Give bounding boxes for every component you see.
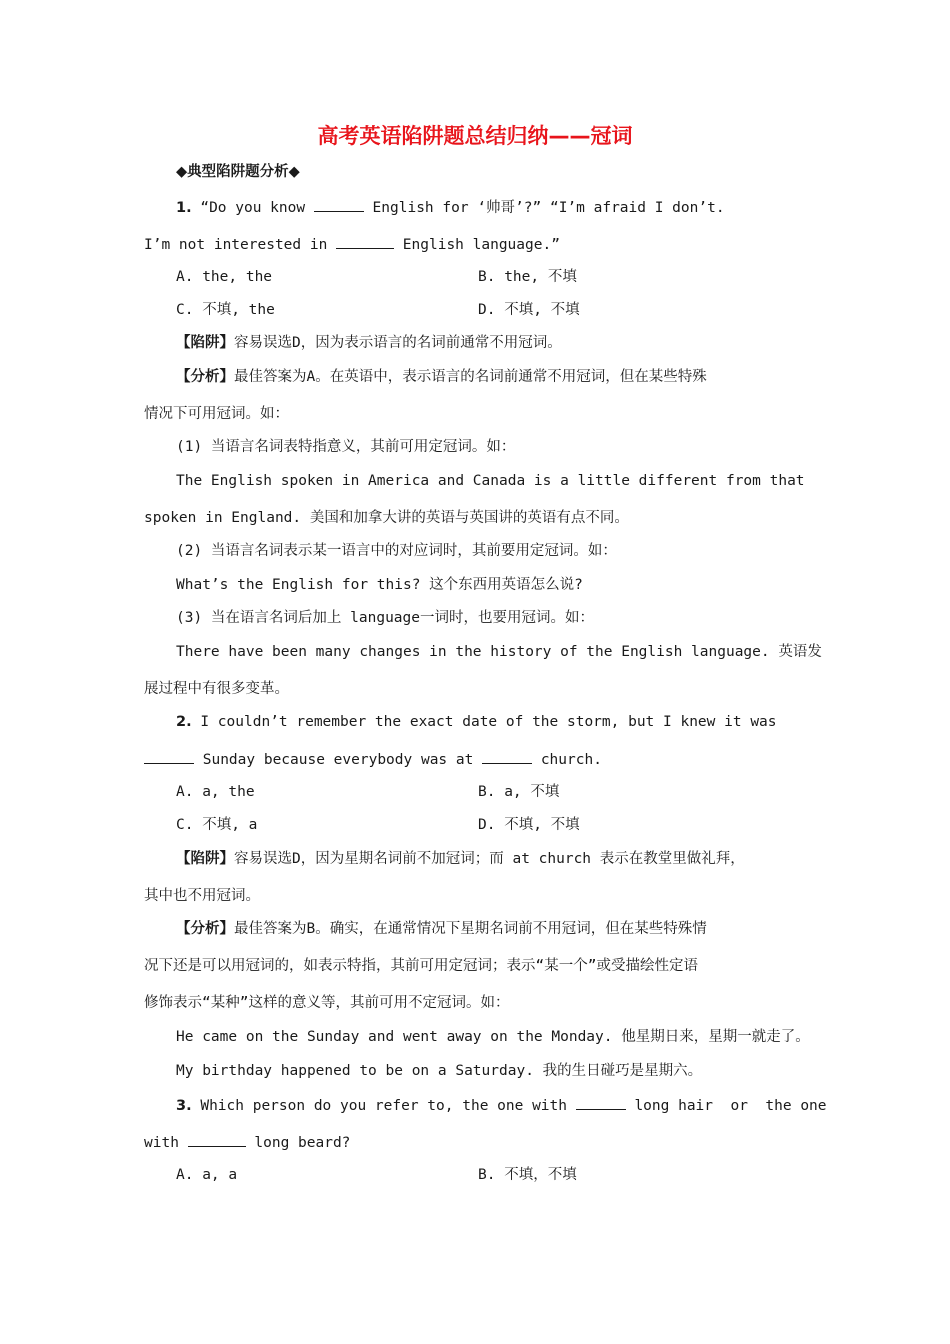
example-sentence: 展过程中有很多变革。 [144,681,289,697]
answer-blank [144,749,194,764]
rule-2: (2) 当语言名词表示某一语言中的对应词时，其前要用定冠词。如： [176,543,617,559]
answer-blank [336,234,394,249]
trap-note: 【陷阱】容易误选D，因为表示语言的名词前通常不用冠词。 [176,335,562,351]
example-sentence: spoken in England. 美国和加拿大讲的英语与英国讲的英语有点不同。 [144,510,629,526]
option-c: C. 不填, the [176,302,275,318]
example-sentence: The English spoken in America and Canada is a little different from that [176,473,805,489]
question-number: 2. [176,714,192,730]
document-title: 高考英语陷阱题总结归纳——冠词 [317,124,633,148]
section-heading: ◆典型陷阱题分析◆ [176,164,300,180]
option-b: B. the, 不填 [478,269,577,285]
example-sentence: There have been many changes in the history of the English language. 英语发 [176,644,822,660]
rule-1: (1) 当语言名词表特指意义，其前可用定冠词。如： [176,439,516,455]
question-3-line-2: with long beard? [144,1132,350,1153]
question-2-line-1: 2. I couldn’t remember the exact date of the storm, but I knew it was [176,714,777,730]
answer-blank [188,1132,246,1147]
option-a: A. the, the [176,269,273,285]
example-sentence: He came on the Sunday and went away on the Monday. 他星期日来，星期一就走了。 [176,1029,810,1045]
option-b: B. 不填，不填 [478,1167,577,1183]
option-a: A. a, a [176,1167,238,1183]
option-b: B. a, 不填 [478,784,560,800]
option-c: C. 不填, a [176,817,258,833]
trap-note: 【陷阱】容易误选D，因为星期名词前不加冠词；而 at church 表示在教堂里做礼拜， [176,851,745,867]
analysis-continuation: 情况下可用冠词。如： [144,406,289,422]
analysis-continuation: 况下还是可以用冠词的，如表示特指，其前可用定冠词；表示“某一个”或受描绘性定语 [144,958,698,974]
option-d: D. 不填, 不填 [478,817,580,833]
option-d: D. 不填, 不填 [478,302,580,318]
question-1-line-1: 1. “Do you know English for ‘帅哥’?” “I’m afraid I don’t. [176,197,725,218]
question-3-line-1: 3. Which person do you refer to, the one with long hair or the one [176,1095,827,1116]
analysis-note: 【分析】最佳答案为A。在英语中，表示语言的名词前通常不用冠词，但在某些特殊 [176,369,707,385]
answer-blank [314,197,364,212]
analysis-continuation: 修饰表示“某种”这样的意义等，其前可用不定冠词。如： [144,995,510,1011]
trap-continuation: 其中也不用冠词。 [144,888,260,904]
question-number: 1. [176,200,192,216]
analysis-note: 【分析】最佳答案为B。确实，在通常情况下星期名词前不用冠词，但在某些特殊情 [176,921,707,937]
example-sentence: My birthday happened to be on a Saturday. 我的生日碰巧是星期六。 [176,1063,703,1079]
answer-blank [482,749,532,764]
question-number: 3. [176,1098,192,1114]
question-2-line-2: Sunday because everybody was at church. [144,749,602,770]
option-a: A. a, the [176,784,255,800]
rule-3: (3) 当在语言名词后加上 language一词时，也要用冠词。如： [176,610,594,626]
answer-blank [576,1095,626,1110]
question-1-line-2: I’m not interested in English language.” [144,234,560,255]
example-sentence: What’s the English for this? 这个东西用英语怎么说? [176,577,583,593]
